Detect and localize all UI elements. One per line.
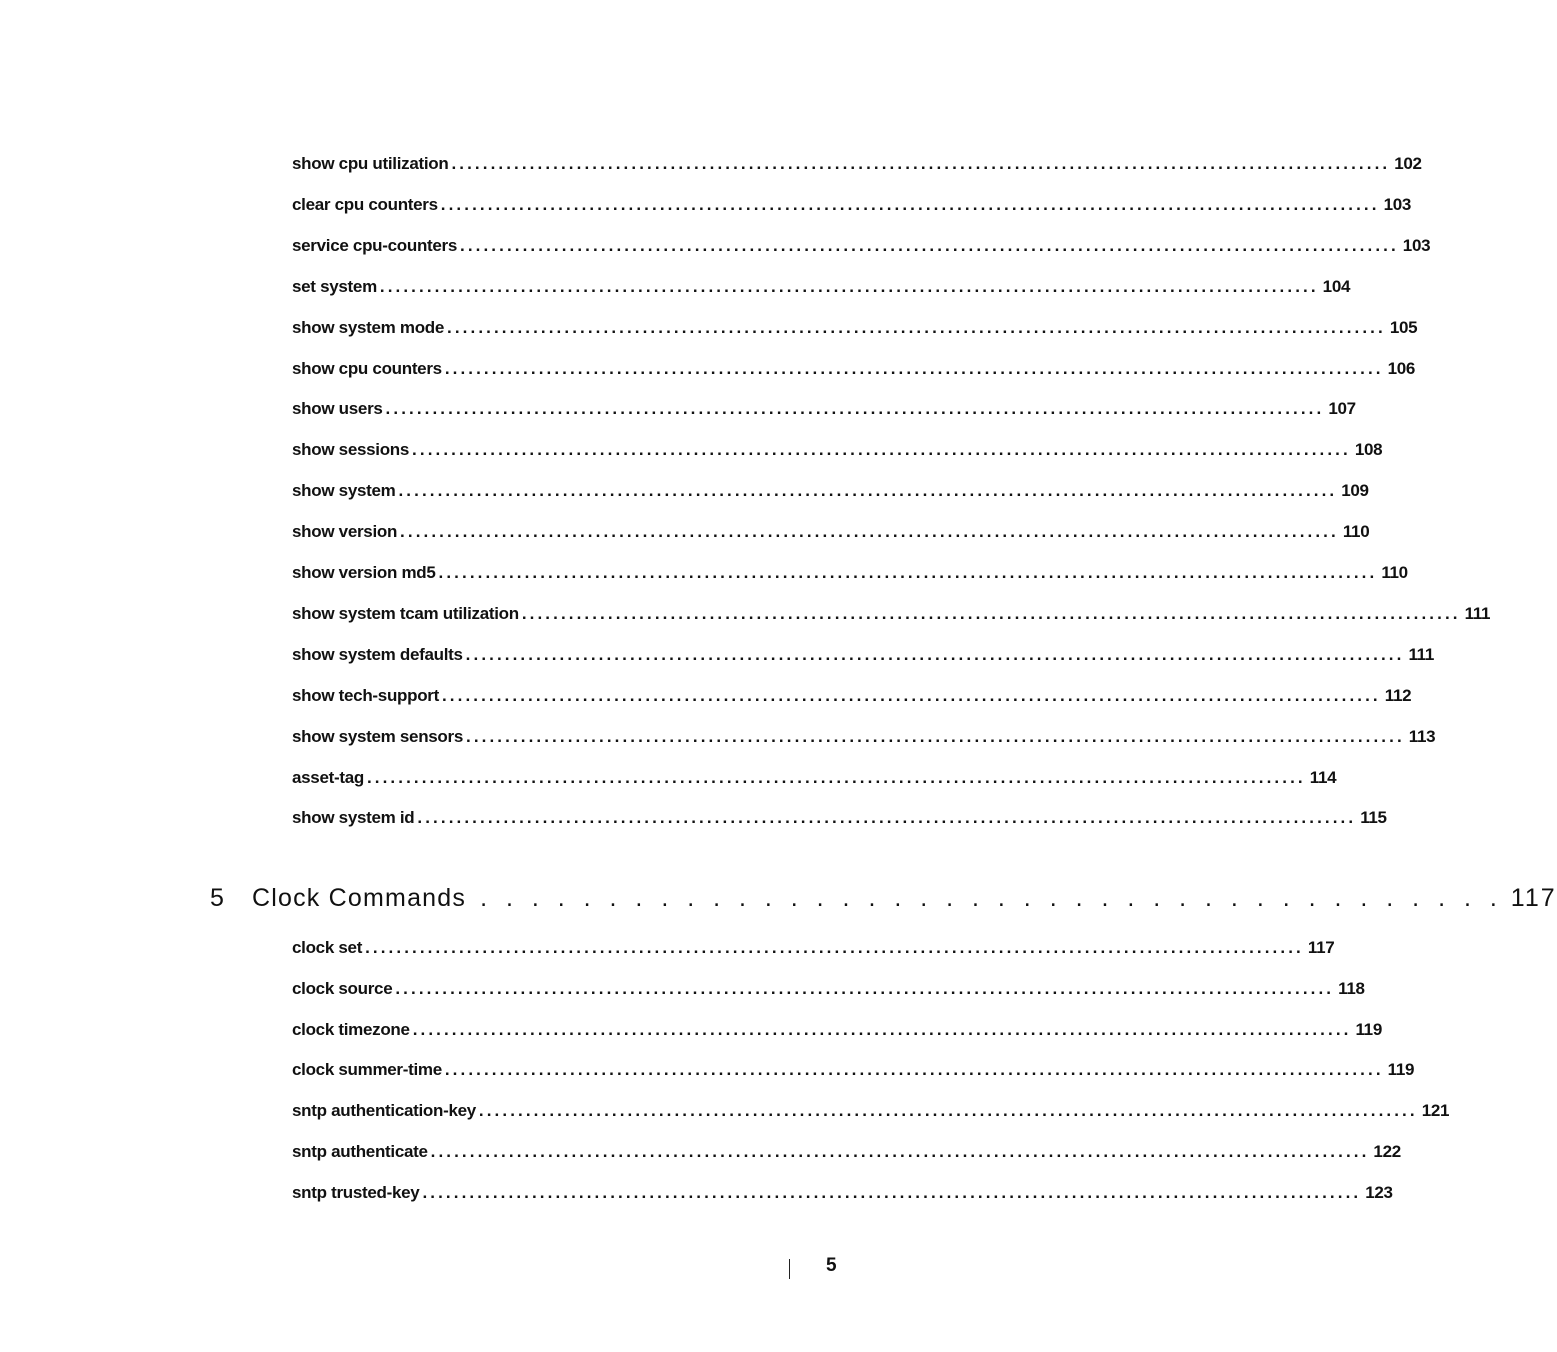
toc-entry[interactable] xyxy=(292,276,1351,301)
toc-entry-label: show version xyxy=(292,522,398,542)
toc-entry[interactable] xyxy=(292,317,1418,342)
toc-entry-page-number: 102 xyxy=(1394,154,1422,173)
leader-dots: ........................................................................................................................ xyxy=(398,481,1338,501)
leader-dots: ........................................................................................................................ xyxy=(441,685,1381,705)
leader-dots: ........................................................................................................................ xyxy=(417,808,1357,828)
toc-entry-page-number: 104 xyxy=(1322,276,1351,296)
leader-dots: ........................................................................................................................ xyxy=(365,938,1304,957)
toc-entry-label: clock timezone xyxy=(292,1019,410,1039)
toc-entry-page-number: 121 xyxy=(1421,1101,1450,1121)
toc-entry-label: sntp trusted-key xyxy=(292,1182,420,1202)
leader-dots: ........................................................................................................................ xyxy=(444,1060,1384,1080)
toc-entry-page-number: 119 xyxy=(1355,1019,1382,1039)
footer-page-number: 5 xyxy=(826,1255,837,1276)
toc-entry-page-number: 107 xyxy=(1328,399,1356,419)
toc-entry-label: show system xyxy=(292,481,396,501)
leader-dots: ........................................................................................................................ xyxy=(412,440,1351,460)
toc-entry[interactable] xyxy=(292,1019,1382,1044)
toc-entry-label: clear cpu counters xyxy=(292,194,438,214)
toc-entry[interactable] xyxy=(292,358,1416,383)
toc-entry[interactable] xyxy=(292,154,1422,178)
toc-entry-label: service cpu-counters xyxy=(292,235,458,255)
toc-entry-page-number: 113 xyxy=(1408,726,1436,746)
toc-entry-label: asset-tag xyxy=(292,767,364,787)
toc-entry-page-number: 108 xyxy=(1354,440,1383,460)
toc-entry[interactable] xyxy=(292,1060,1415,1084)
toc-entry[interactable] xyxy=(292,938,1335,962)
toc-entry-page-number: 110 xyxy=(1342,522,1370,542)
toc-entry-page-number: 115 xyxy=(1360,808,1387,828)
leader-dots: ........................................................................................................................ xyxy=(447,317,1386,337)
toc-entry-label: show version md5 xyxy=(292,563,436,582)
leader-dots: ........................................................................................................................ xyxy=(478,1101,1418,1121)
leader-dots: ........................................................................................................................ xyxy=(422,1182,1362,1202)
toc-entry[interactable] xyxy=(292,644,1435,669)
chapter-page-number: 117 xyxy=(1510,884,1557,912)
toc-entry-page-number: 123 xyxy=(1365,1182,1393,1202)
toc-entry[interactable] xyxy=(292,440,1383,464)
toc-entry-label: clock set xyxy=(292,938,363,957)
toc-entry-page-number: 122 xyxy=(1373,1142,1401,1161)
toc-entry-label: clock summer-time xyxy=(292,1060,442,1080)
toc-entry[interactable] xyxy=(292,808,1387,832)
toc-entry[interactable] xyxy=(292,726,1436,751)
toc-entry[interactable] xyxy=(292,522,1370,546)
toc-entry[interactable] xyxy=(292,1142,1401,1166)
chapter-heading[interactable] xyxy=(210,884,1557,918)
toc-entry[interactable] xyxy=(292,194,1412,219)
chapter-title: Clock Commands xyxy=(252,884,467,912)
toc-entry-label: show system mode xyxy=(292,317,445,337)
toc-entry[interactable] xyxy=(292,685,1412,710)
toc-entry[interactable] xyxy=(292,563,1408,587)
leader-dots: ........................................................................................................................ xyxy=(444,358,1384,378)
leader-dots: ........................................................................................................................ xyxy=(395,978,1335,998)
toc-entry-label: show users xyxy=(292,399,383,419)
toc-entry-page-number: 103 xyxy=(1402,235,1431,255)
toc-entry-label: show cpu utilization xyxy=(292,154,449,173)
leader-dots: ........................................................................................................................ xyxy=(460,235,1399,255)
toc-entry-page-number: 103 xyxy=(1383,194,1412,214)
leader-dots: . . . . . . . . . . . . . . . . . . . . . . . . . . . . . . . . . . . . . . . . xyxy=(480,884,1503,912)
leader-dots: ........................................................................................................................ xyxy=(366,767,1306,787)
leader-dots: ........................................................................................................................ xyxy=(440,194,1380,214)
leader-dots: ........................................................................................................................ xyxy=(412,1019,1352,1039)
toc-entry[interactable] xyxy=(292,1101,1450,1125)
footer-divider xyxy=(789,1259,790,1279)
leader-dots: ........................................................................................................................ xyxy=(430,1142,1370,1161)
toc-entry-label: set system xyxy=(292,276,377,296)
toc-entry-label: show tech-support xyxy=(292,685,439,705)
leader-dots: ........................................................................................................................ xyxy=(466,726,1405,746)
leader-dots: ........................................................................................................................ xyxy=(385,399,1325,419)
toc-entry[interactable] xyxy=(292,235,1431,260)
toc-entry-label: sntp authenticate xyxy=(292,1142,428,1161)
toc-entry-page-number: 114 xyxy=(1309,767,1337,787)
toc-entry-page-number: 106 xyxy=(1387,358,1416,378)
leader-dots: ........................................................................................................................ xyxy=(379,276,1319,296)
chapter-number: 5 xyxy=(210,884,226,912)
toc-entry-label: sntp authentication-key xyxy=(292,1101,476,1121)
leader-dots: ........................................................................................................................ xyxy=(438,563,1378,582)
toc-entry-page-number: 105 xyxy=(1389,317,1418,337)
toc-entry-page-number: 118 xyxy=(1338,978,1365,998)
toc-entry-label: show system defaults xyxy=(292,644,463,664)
toc-entry-page-number: 111 xyxy=(1464,603,1491,623)
toc-entry-label: show system tcam utilization xyxy=(292,603,519,623)
toc-entry-page-number: 110 xyxy=(1381,563,1408,582)
toc-entry[interactable] xyxy=(292,481,1369,505)
toc-entry-page-number: 111 xyxy=(1408,644,1435,664)
toc-entry[interactable] xyxy=(292,767,1337,792)
leader-dots: ........................................................................................................................ xyxy=(521,603,1461,623)
toc-entry[interactable] xyxy=(292,1182,1393,1207)
toc-entry[interactable] xyxy=(292,399,1356,423)
leader-dots: ........................................................................................................................ xyxy=(465,644,1405,664)
toc-entry-label: clock source xyxy=(292,978,393,998)
toc-entry-page-number: 109 xyxy=(1341,481,1369,501)
toc-entry-label: show sessions xyxy=(292,440,410,460)
leader-dots: ........................................................................................................................ xyxy=(451,154,1391,173)
toc-entry-page-number: 119 xyxy=(1387,1060,1415,1080)
toc-entry-label: show cpu counters xyxy=(292,358,442,378)
toc-entry-label: show system id xyxy=(292,808,415,828)
toc-entry-page-number: 112 xyxy=(1384,685,1412,705)
toc-entry-page-number: 117 xyxy=(1307,938,1335,957)
toc-entry[interactable] xyxy=(292,978,1365,1003)
leader-dots: ........................................................................................................................ xyxy=(400,522,1339,542)
toc-entry[interactable] xyxy=(292,603,1491,628)
toc-entry-label: show system sensors xyxy=(292,726,463,746)
